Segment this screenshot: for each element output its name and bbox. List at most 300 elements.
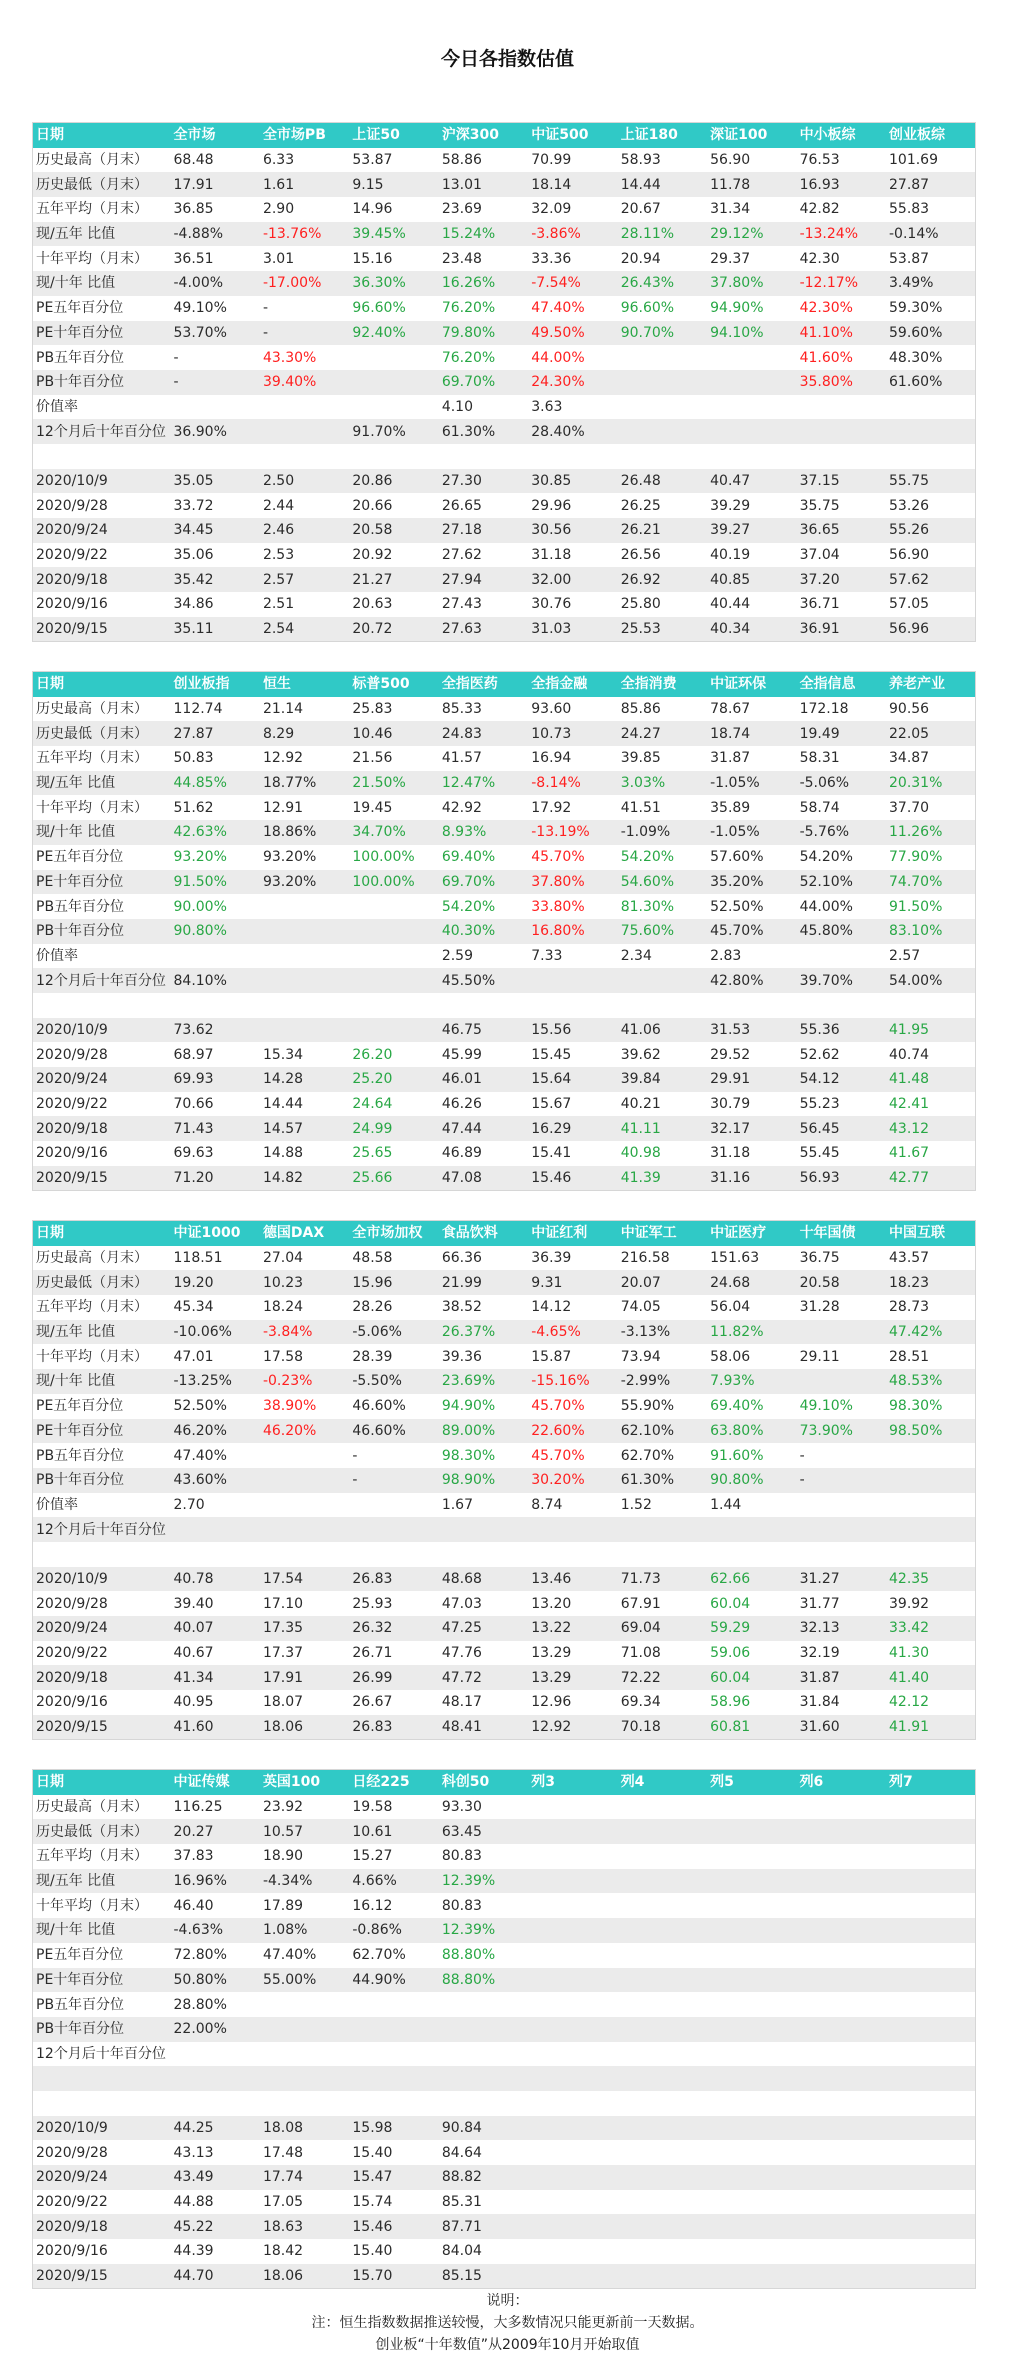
table-cell: 45.70% [528,1394,617,1419]
table-cell [707,2140,796,2165]
table-cell: 80.83 [439,1844,528,1869]
table-row [33,1141,976,1166]
row-label: 现/十年 比值 [33,1918,171,1943]
table-cell: - [171,370,260,395]
table-cell [618,1542,707,1567]
table-row [33,944,976,969]
table-cell: 18.06 [260,1715,349,1740]
table-cell: 10.23 [260,1270,349,1295]
table-row [33,2066,976,2091]
table-cell: 73.62 [171,1018,260,1043]
table-cell [707,2165,796,2190]
table-cell: 20.66 [349,493,438,518]
table-row [33,1869,976,1894]
table-cell: 84.64 [439,2140,528,2165]
row-label: 五年平均（月末） [33,1295,171,1320]
table-row [33,395,976,420]
table-cell: 90.00% [171,894,260,919]
table-cell: 3.03% [618,771,707,796]
table-cell: 2.90 [260,197,349,222]
table-cell: 28.11% [618,222,707,247]
table-cell [886,1493,975,1518]
table-cell: 19.58 [349,1795,438,1820]
table-cell: 15.24% [439,222,528,247]
table-cell: 43.30% [260,345,349,370]
table-cell: 42.63% [171,820,260,845]
table-row [33,2214,976,2239]
table-cell [349,1517,438,1542]
table-cell: 42.30% [797,296,886,321]
table-cell: 35.80% [797,370,886,395]
table-cell: 62.70% [349,1943,438,1968]
table-cell: 69.34 [618,1690,707,1715]
table-cell: 87.71 [439,2214,528,2239]
table-cell: 73.94 [618,1344,707,1369]
table-row [33,1641,976,1666]
table-cell [886,993,975,1018]
table-cell [528,2264,617,2289]
table-cell [797,1542,886,1567]
row-label: PE五年百分位 [33,845,171,870]
table-cell [707,345,796,370]
row-label: 历史最低（月末） [33,721,171,746]
table-cell: 47.76 [439,1641,528,1666]
table-cell [171,444,260,469]
table-cell: 39.70% [797,968,886,993]
table-row [33,1591,976,1616]
table-cell [171,2066,260,2091]
table-cell: 2.51 [260,592,349,617]
table-cell: 69.70% [439,370,528,395]
table-cell: -13.19% [528,820,617,845]
table-cell [797,2214,886,2239]
table-cell [528,444,617,469]
table-cell: 41.95 [886,1018,975,1043]
table-cell: 12.39% [439,1918,528,1943]
table-cell: 27.87 [171,721,260,746]
table-cell [618,2264,707,2289]
column-header: 列5 [707,1770,796,1795]
table-cell: 59.60% [886,321,975,346]
valuation-table-1 [32,122,975,642]
table-cell: 2.83 [707,944,796,969]
table-cell: 54.20% [439,894,528,919]
table-cell: 73.90% [797,1419,886,1444]
row-label: 2020/9/28 [33,493,171,518]
table-cell: 17.48 [260,2140,349,2165]
table-cell: 48.41 [439,1715,528,1740]
table-cell: 13.46 [528,1567,617,1592]
table-cell: 71.73 [618,1567,707,1592]
table-cell: 46.20% [171,1419,260,1444]
table-cell: 40.85 [707,567,796,592]
table-cell: -1.05% [707,771,796,796]
table-cell: 36.51 [171,246,260,271]
table-cell [618,2239,707,2264]
table-cell: 15.40 [349,2140,438,2165]
table-cell: 15.34 [260,1042,349,1067]
table-cell: 39.36 [439,1344,528,1369]
table-cell: 27.63 [439,617,528,642]
table-cell: 40.95 [171,1690,260,1715]
table-row [33,246,976,271]
table-cell: 3.63 [528,395,617,420]
table-cell: 20.94 [618,246,707,271]
table-cell: 24.83 [439,721,528,746]
table-cell: 56.90 [707,148,796,173]
row-label: 现/十年 比值 [33,271,171,296]
table-cell [349,395,438,420]
table-cell: 55.26 [886,518,975,543]
table-cell: -5.06% [797,771,886,796]
table-cell: 10.46 [349,721,438,746]
row-label [33,993,171,1018]
table-cell: 61.30% [618,1468,707,1493]
table-cell: 44.00% [797,894,886,919]
table-cell: 40.44 [707,592,796,617]
table-cell: -7.54% [528,271,617,296]
table-cell: 15.47 [349,2165,438,2190]
row-label: 2020/9/24 [33,518,171,543]
table-cell: 9.31 [528,1270,617,1295]
table-cell [797,1893,886,1918]
table-cell [797,2165,886,2190]
table-cell: 93.20% [260,845,349,870]
table-cell [528,993,617,1018]
table-cell [528,2214,617,2239]
table-cell: 43.60% [171,1468,260,1493]
table-cell: 101.69 [886,148,975,173]
table-cell: 26.71 [349,1641,438,1666]
table-cell: 34.70% [349,820,438,845]
table-cell [260,1992,349,2017]
table-cell: 69.63 [171,1141,260,1166]
table-cell: 52.50% [171,1394,260,1419]
table-row [33,222,976,247]
table-cell [707,2091,796,2116]
column-header: 创业板综 [886,123,975,148]
row-label [33,2091,171,2116]
row-label: 五年平均（月末） [33,1844,171,1869]
table-cell: 57.62 [886,567,975,592]
table-cell [618,2091,707,2116]
table-cell: 41.57 [439,746,528,771]
column-header: 列4 [618,1770,707,1795]
table-cell [886,1844,975,1869]
table-cell: 27.62 [439,543,528,568]
column-header: 中证传媒 [171,1770,260,1795]
table-cell: 85.33 [439,697,528,722]
table-cell [439,1992,528,2017]
table-cell: - [797,1443,886,1468]
table-cell: 12.92 [528,1715,617,1740]
table-row [33,172,976,197]
table-cell: 39.62 [618,1042,707,1067]
table-cell: 54.12 [797,1067,886,1092]
table-cell: 41.34 [171,1665,260,1690]
column-header: 科创50 [439,1770,528,1795]
table-cell [349,1018,438,1043]
table-row [33,1795,976,1820]
table-cell: 14.88 [260,1141,349,1166]
table-cell [349,1493,438,1518]
table-cell: 31.77 [797,1591,886,1616]
table-cell: 18.06 [260,2264,349,2289]
table-cell: 15.64 [528,1067,617,1092]
table-cell: 47.01 [171,1344,260,1369]
valuation-table-4 [32,1769,975,2289]
table-cell: 56.96 [886,617,975,642]
table-header-row [33,1221,976,1246]
table-cell: 69.40% [439,845,528,870]
table-row [33,2264,976,2289]
notes-line-1: 注：恒生指数数据推送较慢，大多数情况只能更新前一天数据。 [311,2315,704,2331]
table-cell: 2.50 [260,469,349,494]
table-cell [618,2140,707,2165]
table-cell: 47.40% [528,296,617,321]
table-cell: 58.96 [707,1690,796,1715]
table-cell: 80.83 [439,1893,528,1918]
table-cell: -17.00% [260,271,349,296]
table-cell: 29.96 [528,493,617,518]
table-cell: 42.12 [886,1690,975,1715]
table-cell [886,2091,975,2116]
table-header-row [33,123,976,148]
table-cell: 35.11 [171,617,260,642]
table-cell: 21.99 [439,1270,528,1295]
table-cell: 26.21 [618,518,707,543]
table-cell: 60.04 [707,1591,796,1616]
column-header: 恒生 [260,672,349,697]
table-header-row [33,1770,976,1795]
table-cell: 2.57 [260,567,349,592]
table-cell [618,993,707,1018]
row-label: PE五年百分位 [33,296,171,321]
table-cell: 43.49 [171,2165,260,2190]
table-row [33,197,976,222]
table-cell [618,2116,707,2141]
table-cell: 41.48 [886,1067,975,1092]
table-cell: 39.45% [349,222,438,247]
table-cell: 59.06 [707,1641,796,1666]
table-cell: 8.74 [528,1493,617,1518]
table-cell [797,1320,886,1345]
table-cell: 2.46 [260,518,349,543]
table-cell: 15.56 [528,1018,617,1043]
table-cell: 2.44 [260,493,349,518]
table-row [33,1468,976,1493]
column-header: 养老产业 [886,672,975,697]
table-cell: 35.42 [171,567,260,592]
row-label: 现/十年 比值 [33,1369,171,1394]
valuation-table [32,122,976,642]
table-cell: 55.90% [618,1394,707,1419]
row-label: 十年平均（月末） [33,795,171,820]
table-cell: 47.44 [439,1116,528,1141]
table-row [33,746,976,771]
table-cell: - [349,1443,438,1468]
table-cell [886,2239,975,2264]
table-cell [439,444,528,469]
table-cell: -0.86% [349,1918,438,1943]
table-cell: 42.92 [439,795,528,820]
table-cell: 47.40% [260,1943,349,1968]
table-cell: 75.60% [618,919,707,944]
table-cell [260,944,349,969]
table-cell: 17.05 [260,2190,349,2215]
table-cell: 35.89 [707,795,796,820]
column-header: 日经225 [349,1770,438,1795]
table-cell: 72.22 [618,1665,707,1690]
table-cell [528,1918,617,1943]
row-label: 2020/10/9 [33,2116,171,2141]
table-cell: 38.90% [260,1394,349,1419]
table-cell: 44.90% [349,1968,438,1993]
table-row [33,2165,976,2190]
row-label: 2020/9/16 [33,592,171,617]
table-cell: 11.78 [707,172,796,197]
table-cell [260,993,349,1018]
table-cell: 7.93% [707,1369,796,1394]
table-cell [260,919,349,944]
table-cell: 77.90% [886,845,975,870]
column-header: 标普500 [349,672,438,697]
table-cell: 37.70 [886,795,975,820]
row-label: 12个月后十年百分位 [33,968,171,993]
table-cell: 91.50% [171,870,260,895]
table-cell [349,2042,438,2067]
table-cell: 8.29 [260,721,349,746]
table-cell: -13.24% [797,222,886,247]
table-cell: 52.50% [707,894,796,919]
row-label: PE五年百分位 [33,1394,171,1419]
table-row [33,148,976,173]
table-cell: 62.10% [618,1419,707,1444]
table-cell: 53.26 [886,493,975,518]
column-header: 上证180 [618,123,707,148]
row-label: 历史最高（月末） [33,1795,171,1820]
row-label: 2020/9/24 [33,1616,171,1641]
table-cell: 34.45 [171,518,260,543]
table-cell: 45.99 [439,1042,528,1067]
table-cell: 18.14 [528,172,617,197]
row-label: 2020/9/24 [33,2165,171,2190]
table-row [33,518,976,543]
table-cell: 28.26 [349,1295,438,1320]
table-cell: 7.33 [528,944,617,969]
table-cell: 41.51 [618,795,707,820]
table-cell [797,1369,886,1394]
table-cell: -10.06% [171,1320,260,1345]
table-cell [260,1493,349,1518]
table-cell [528,1968,617,1993]
table-cell: 13.01 [439,172,528,197]
table-cell: 12.47% [439,771,528,796]
table-cell: 22.05 [886,721,975,746]
row-label: 历史最高（月末） [33,1246,171,1271]
table-cell: 14.82 [260,1166,349,1191]
table-cell [707,1992,796,2017]
table-row [33,444,976,469]
table-cell: 18.07 [260,1690,349,1715]
notes [0,2290,1015,2356]
table-cell: 85.31 [439,2190,528,2215]
table-row [33,543,976,568]
table-cell: 44.70 [171,2264,260,2289]
table-cell [528,2116,617,2141]
table-row [33,845,976,870]
table-cell: 40.07 [171,1616,260,1641]
row-label: 现/五年 比值 [33,1869,171,1894]
table-cell: 91.50% [886,894,975,919]
table-cell: 89.00% [439,1419,528,1444]
table-cell: 67.91 [618,1591,707,1616]
table-cell: 46.60% [349,1394,438,1419]
table-cell: 54.60% [618,870,707,895]
table-cell: 17.92 [528,795,617,820]
table-cell: 36.71 [797,592,886,617]
table-cell: 33.72 [171,493,260,518]
table-cell: 25.20 [349,1067,438,1092]
table-cell [797,2017,886,2042]
table-cell [618,1844,707,1869]
table-cell: 16.80% [528,919,617,944]
table-cell: 40.19 [707,543,796,568]
table-cell: 69.04 [618,1616,707,1641]
table-cell: 15.16 [349,246,438,271]
table-cell: 46.01 [439,1067,528,1092]
table-cell: 25.93 [349,1591,438,1616]
table-row [33,1018,976,1043]
table-cell: 16.94 [528,746,617,771]
table-cell [260,1517,349,1542]
table-cell: 41.30 [886,1641,975,1666]
column-header: 全指金融 [528,672,617,697]
table-row [33,1690,976,1715]
table-cell [707,1844,796,1869]
row-label: 2020/9/28 [33,1042,171,1067]
table-cell: 31.53 [707,1018,796,1043]
table-cell [707,993,796,1018]
table-cell: - [797,1468,886,1493]
table-cell [618,2190,707,2215]
table-row [33,870,976,895]
table-cell [618,2066,707,2091]
table-cell: 28.39 [349,1344,438,1369]
table-cell: 40.78 [171,1567,260,1592]
table-cell: 41.11 [618,1116,707,1141]
table-cell: 45.70% [528,1443,617,1468]
table-cell: 55.83 [886,197,975,222]
table-cell: 151.63 [707,1246,796,1271]
row-label: 现/十年 比值 [33,820,171,845]
table-cell [886,1918,975,1943]
table-cell: 29.91 [707,1067,796,1092]
table-cell [528,2190,617,2215]
column-header: 全指信息 [797,672,886,697]
table-cell: 93.20% [260,870,349,895]
table-cell: 93.60 [528,697,617,722]
row-label: PE五年百分位 [33,1943,171,1968]
table-cell: 37.04 [797,543,886,568]
row-label: 2020/9/24 [33,1067,171,1092]
table-cell: 45.50% [439,968,528,993]
table-cell [618,2165,707,2190]
table-cell: 71.20 [171,1166,260,1191]
table-cell [618,1943,707,1968]
row-label: 历史最高（月末） [33,697,171,722]
table-cell: 41.06 [618,1018,707,1043]
